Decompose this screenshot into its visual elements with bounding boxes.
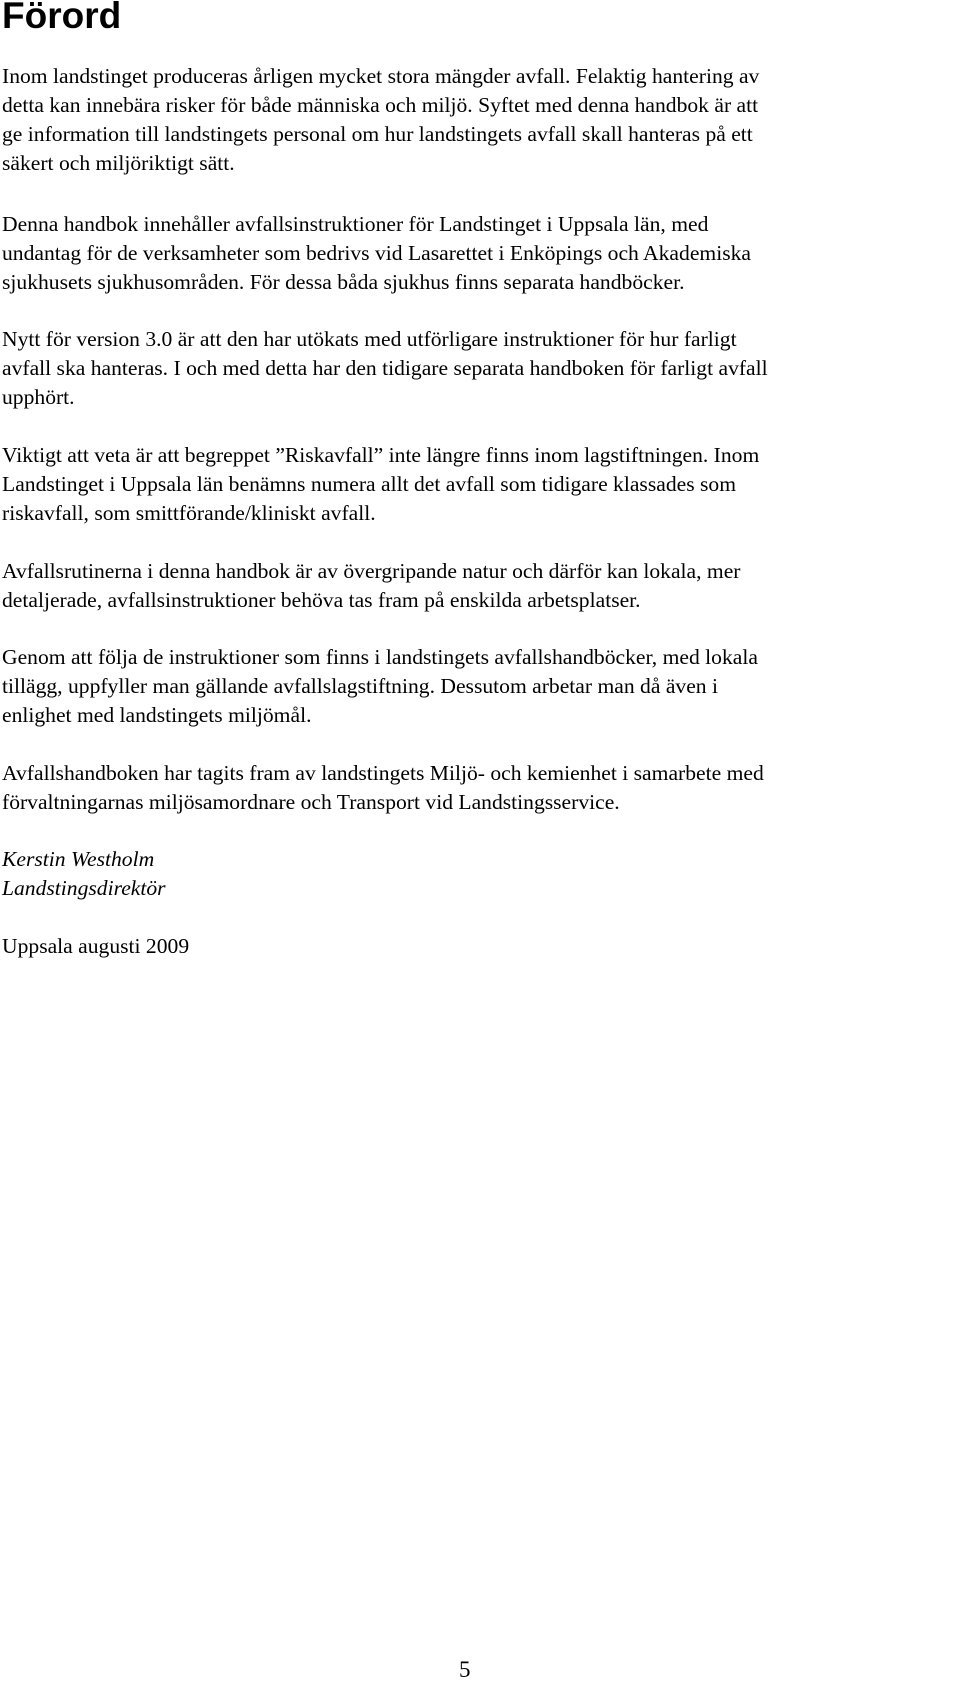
signature-title: Landstingsdirektör (2, 876, 166, 900)
text-line: upphört. (2, 385, 75, 409)
signature-name: Kerstin Westholm (2, 847, 155, 871)
text-line: Nytt för version 3.0 är att den har utökats med utförligare instruktioner för hur farligt (2, 327, 737, 351)
place-date (2, 932, 189, 961)
text-line: förvaltningarnas miljösamordnare och Transport vid Landstingsservice. (2, 790, 620, 814)
text-line: Avfallshandboken har tagits fram av landstingets Miljö- och kemienhet i samarbete med (2, 761, 764, 785)
text-line: ge information till landstingets personal om hur landstingets avfall skall hanteras på ett (2, 122, 753, 146)
text-line: sjukhusets sjukhusområden. För dessa båda sjukhus finns separata handböcker. (2, 270, 685, 294)
text-line: Avfallsrutinerna i denna handbok är av övergripande natur och därför kan lokala, mer (2, 559, 741, 583)
text-line: avfall ska hanteras. I och med detta har den tidigare separata handboken för farligt avfall (2, 356, 768, 380)
paragraph-scope (2, 210, 751, 297)
paragraph-terminology (2, 441, 759, 528)
text-line: enlighet med landstingets miljömål. (2, 703, 312, 727)
text-line: riskavfall, som smittförande/kliniskt avfall. (2, 501, 376, 525)
text-line: tillägg, uppfyller man gällande avfallslagstiftning. Dessutom arbetar man då även i (2, 674, 718, 698)
text-line: detaljerade, avfallsinstruktioner behöva tas fram på enskilda arbetsplatser. (2, 588, 641, 612)
paragraph-legislation (2, 643, 758, 730)
text-line: Viktigt att veta är att begreppet ”Riskavfall” inte längre finns inom lagstiftningen. Inom (2, 443, 760, 467)
paragraph-version-news (2, 325, 768, 412)
paragraph-local-routines (2, 557, 741, 615)
page-title: Förord (2, 0, 122, 36)
text-line: Inom landstinget produceras årligen mycket stora mängder avfall. Felaktig hantering av (2, 64, 760, 88)
text-line: säkert och miljöriktigt sätt. (2, 151, 235, 175)
text-line: undantag för de verksamheter som bedrivs vid Lasarettet i Enköpings och Akademiska (2, 241, 751, 265)
text-line: Landstinget i Uppsala län benämns numera allt det avfall som tidigare klassades som (2, 472, 736, 496)
text-line: detta kan innebära risker för både människa och miljö. Syftet med denna handbok är att (2, 93, 759, 117)
signature-block (2, 845, 166, 903)
text-line: Denna handbok innehåller avfallsinstruktioner för Landstinget i Uppsala län, med (2, 212, 709, 236)
place-date-text: Uppsala augusti 2009 (2, 934, 190, 958)
page-number: 5 (459, 1657, 471, 1682)
text-line: Genom att följa de instruktioner som finns i landstingets avfallshandböcker, med lokala (2, 645, 758, 669)
paragraph-intro (2, 62, 759, 178)
paragraph-authors (2, 759, 764, 817)
